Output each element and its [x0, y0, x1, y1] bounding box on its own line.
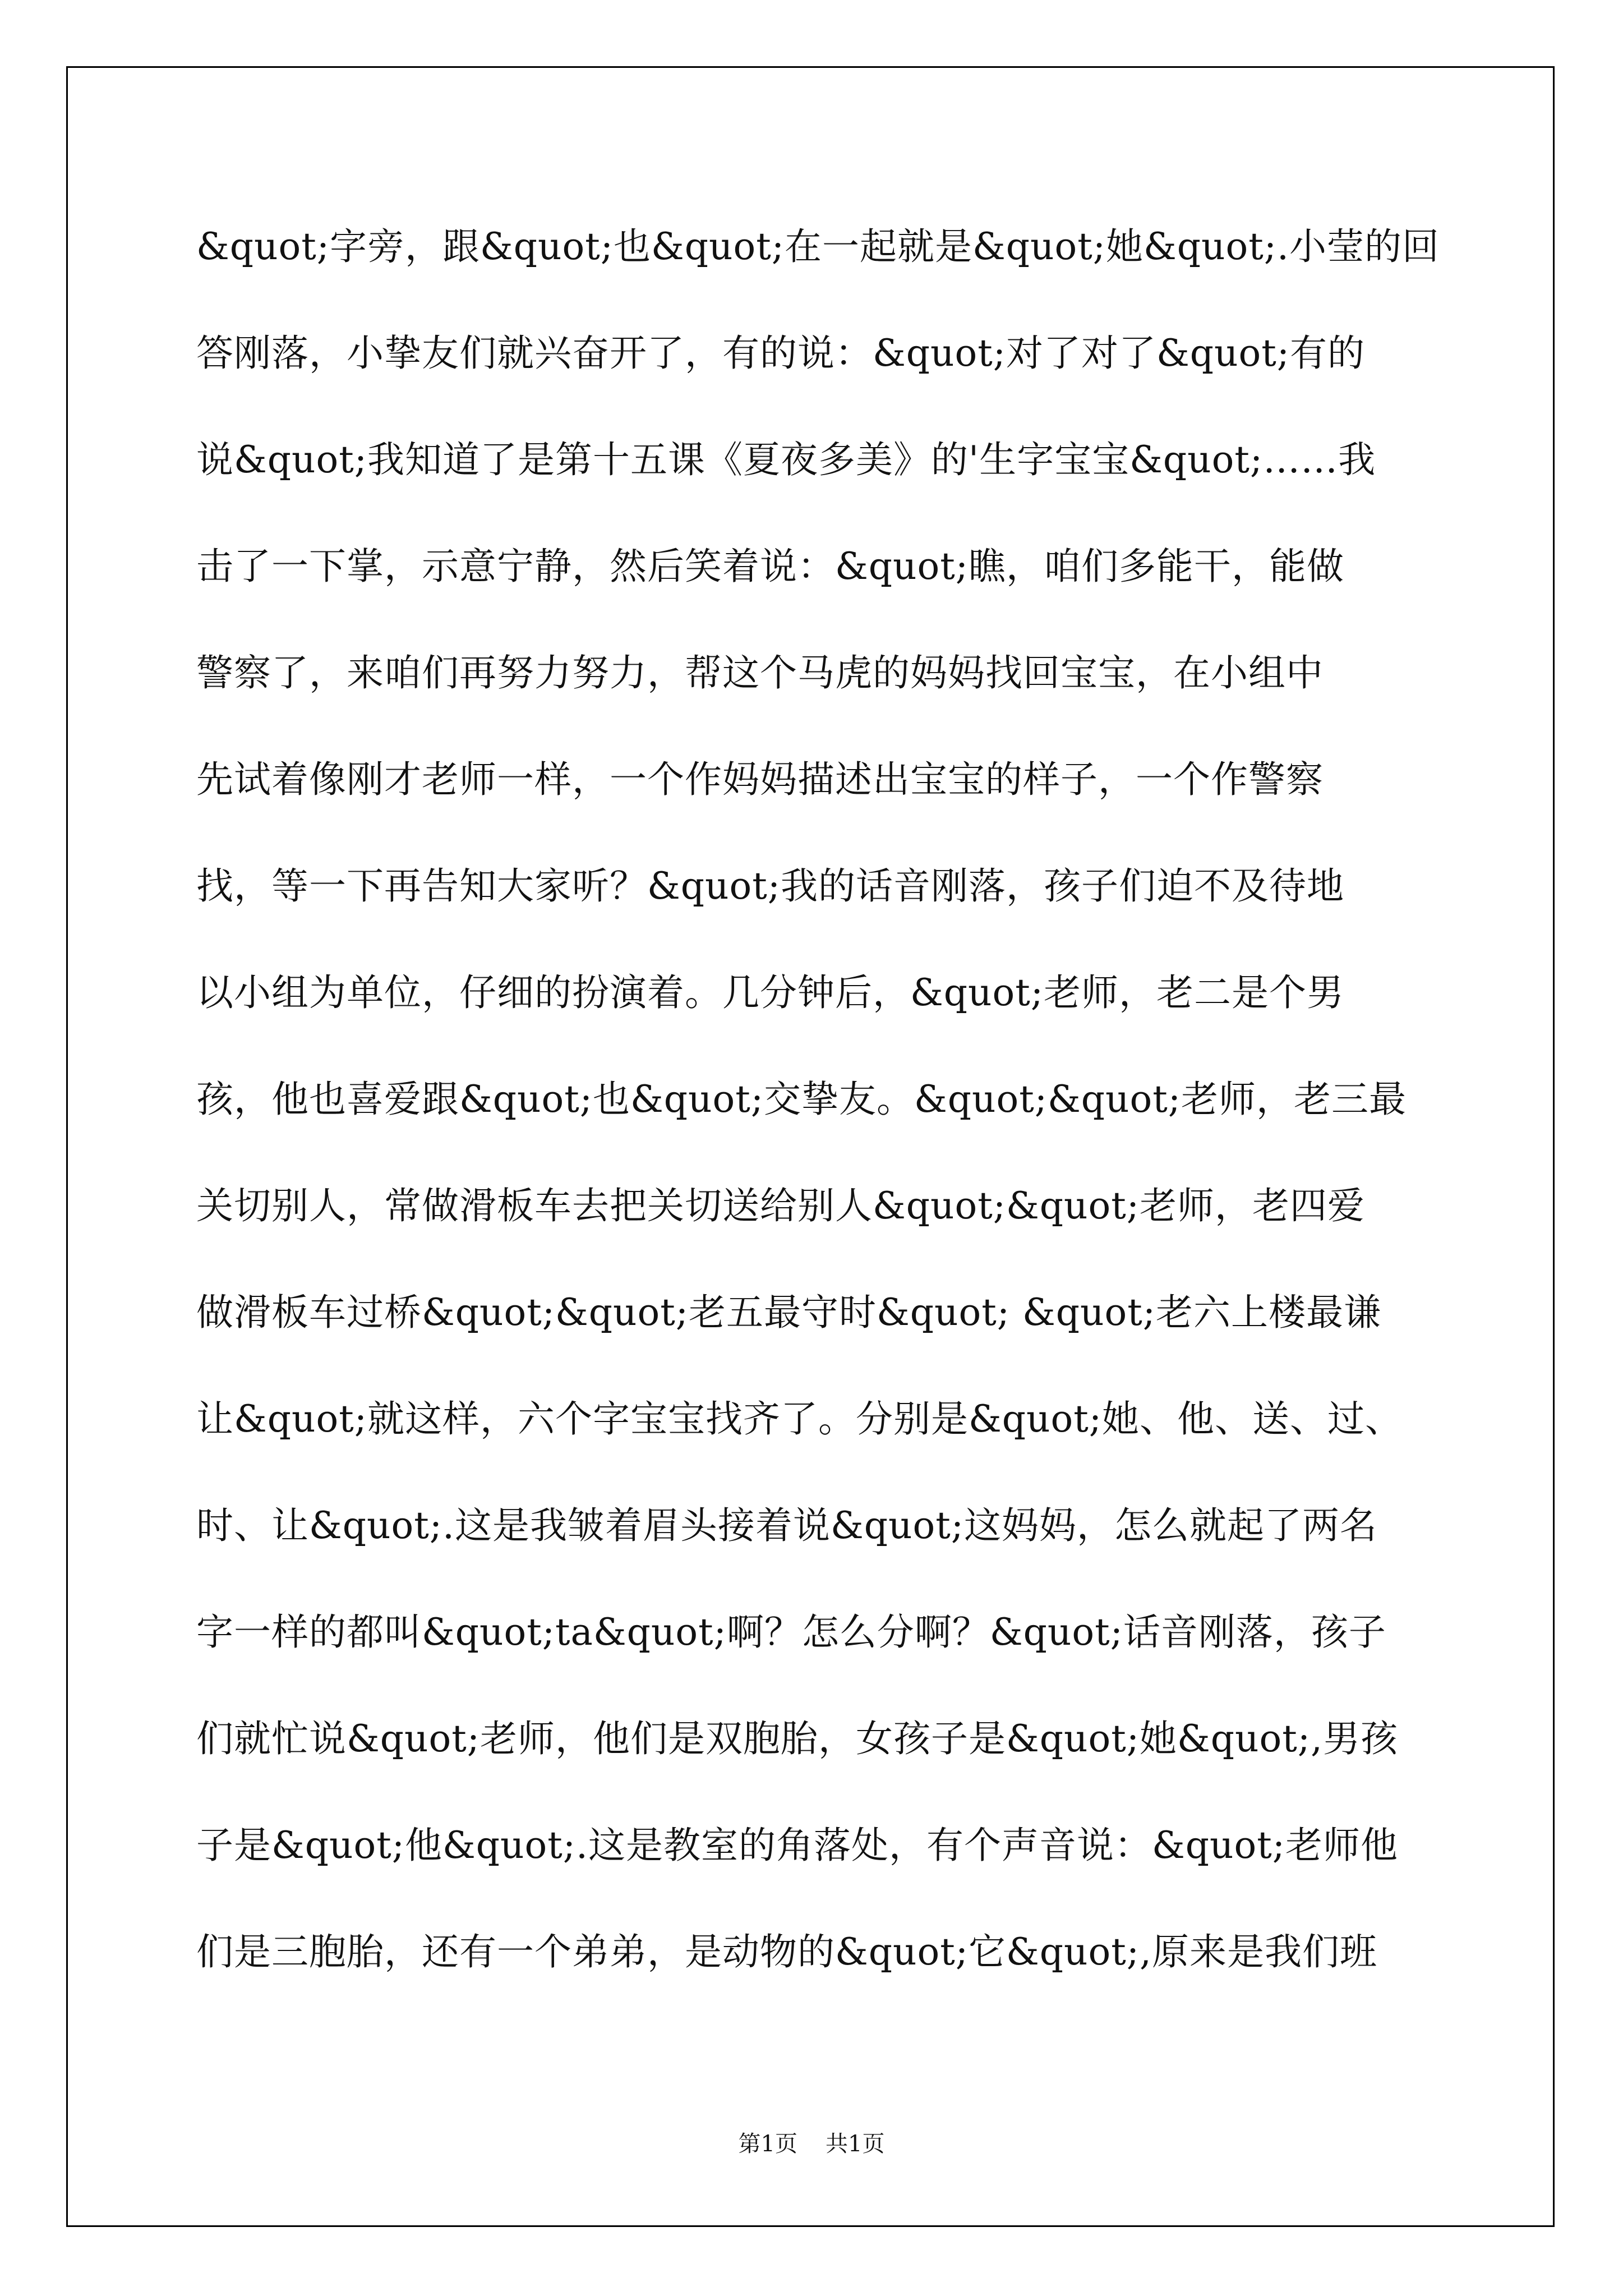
text-line: 以小组为单位，仔细的扮演着。几分钟后，&quot;老师，老二是个男 [196, 971, 1344, 1014]
text-line: 找，等一下再告知大家听？&quot;我的话音刚落，孩子们迫不及待地 [196, 864, 1344, 908]
document-body [196, 213, 1447, 2025]
page-number-total: 共1页 [826, 2131, 885, 2157]
text-line: 关切别人，常做滑板车去把关切送给别人&quot;&quot;老师，老四爱 [196, 1184, 1365, 1227]
page-number-current: 第1页 [738, 2131, 797, 2157]
text-line: 让&quot;就这样，六个字宝宝找齐了。分别是&quot;她、他、送、过、 [196, 1397, 1403, 1441]
text-line: 们是三胞胎，还有一个弟弟，是动物的&quot;它&quot;,原来是我们班 [196, 1930, 1377, 1973]
text-line: 子是&quot;他&quot;.这是教室的角落处，有个声音说：&quot;老师他 [196, 1824, 1398, 1867]
text-line: 做滑板车过桥&quot;&quot;老五最守时&quot; &quot;老六上楼最谦 [196, 1291, 1381, 1334]
text-line: 答刚落，小挚友们就兴奋开了，有的说：&quot;对了对了&quot;有的 [196, 332, 1365, 375]
text-line: 时、让&quot;.这是我皱着眉头接着说&quot;这妈妈，怎么就起了两名 [196, 1504, 1377, 1547]
text-line: 字一样的都叫&quot;ta&quot;啊？怎么分啊？&quot;话音刚落，孩子 [196, 1611, 1386, 1654]
text-line: 孩，他也喜爱跟&quot;也&quot;交挚友。&quot;&quot;老师，老三最 [196, 1078, 1407, 1121]
page-footer [0, 2126, 1623, 2158]
text-line: &quot;字旁，跟&quot;也&quot;在一起就是&quot;她&quot;.小莹的回 [196, 225, 1440, 268]
text-line: 警察了，来咱们再努力努力，帮这个马虎的妈妈找回宝宝，在小组中 [196, 651, 1324, 694]
text-line: 击了一下掌，示意宁静，然后笑着说：&quot;瞧，咱们多能干，能做 [196, 545, 1344, 588]
text-line: 们就忙说&quot;老师，他们是双胞胎，女孩子是&quot;她&quot;,男孩 [196, 1717, 1398, 1760]
text-line: 说&quot;我知道了是第十五课《夏夜多美》的'生字宝宝&quot;……我 [196, 438, 1376, 481]
text-line: 先试着像刚才老师一样，一个作妈妈描述出宝宝的样子，一个作警察 [196, 758, 1324, 801]
